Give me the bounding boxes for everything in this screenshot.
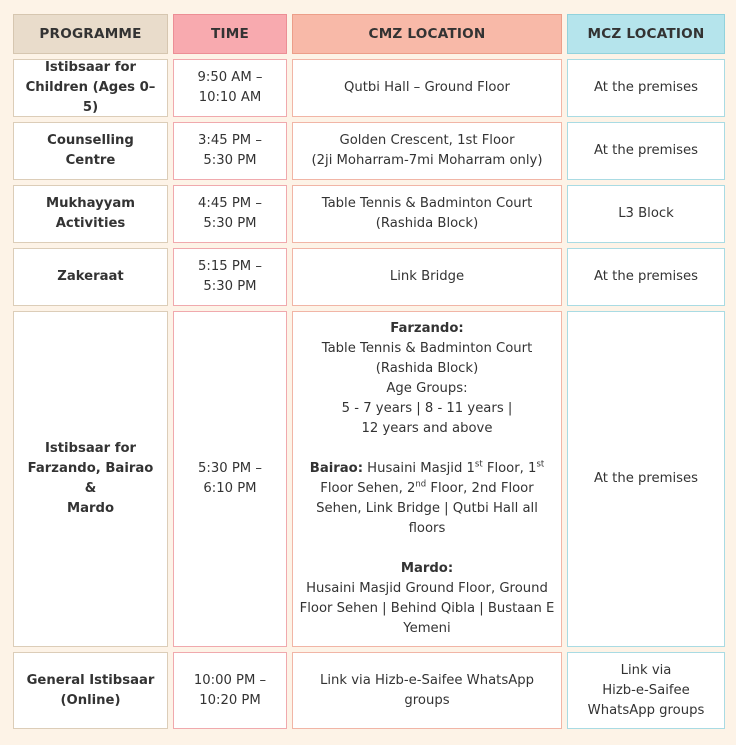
mcz-location-cell: L3 Block <box>567 185 725 243</box>
header-mcz-location: MCZ LOCATION <box>567 14 725 54</box>
programme-cell: Istibsaar for Children (Ages 0–5) <box>13 59 168 117</box>
mcz-location-cell: At the premises <box>567 311 725 647</box>
programme-cell: Istibsaar for Farzando, Bairao & Mardo <box>13 311 168 647</box>
cmz-location-cell: Farzando: Table Tennis & Badminton Court (Rashida Block) Age Groups: 5 - 7 years | 8 - 11 years | 12 years and above Bairao: Husaini Masjid 1st Floor, 1st Floor Sehen, 2nd Floor, 2nd Floor Sehen, Link Bridge | Qutbi Hall all floors Mardo: Husaini Masjid Ground Floor, Ground Floor Sehen | Behind Qibla | Bustaan E Yemeni <box>292 311 562 647</box>
cmz-location-cell: Table Tennis & Badminton Court (Rashida Block) <box>292 185 562 243</box>
cmz-location-cell: Golden Crescent, 1st Floor (2ji Moharram-7mi Moharram only) <box>292 122 562 180</box>
programme-cell: Counselling Centre <box>13 122 168 180</box>
mcz-location-cell: At the premises <box>567 59 725 117</box>
time-cell: 5:30 PM – 6:10 PM <box>173 311 287 647</box>
mcz-location-cell: At the premises <box>567 248 725 306</box>
time-cell: 9:50 AM – 10:10 AM <box>173 59 287 117</box>
schedule-table <box>13 14 725 729</box>
mcz-location-cell: Link via Hizb-e-Saifee WhatsApp groups <box>567 652 725 729</box>
programme-cell: General Istibsaar (Online) <box>13 652 168 729</box>
header-cmz-location: CMZ LOCATION <box>292 14 562 54</box>
header-programme: PROGRAMME <box>13 14 168 54</box>
header-time: TIME <box>173 14 287 54</box>
cmz-location-cell: Link Bridge <box>292 248 562 306</box>
time-cell: 10:00 PM – 10:20 PM <box>173 652 287 729</box>
time-cell: 4:45 PM – 5:30 PM <box>173 185 287 243</box>
farzando-heading: Farzando: <box>390 321 464 336</box>
programme-cell: Zakeraat <box>13 248 168 306</box>
mardo-heading: Mardo: <box>400 561 454 576</box>
cmz-location-cell: Qutbi Hall – Ground Floor <box>292 59 562 117</box>
programme-cell: Mukhayyam Activities <box>13 185 168 243</box>
bairao-heading: Bairao: <box>309 461 363 476</box>
mcz-location-cell: At the premises <box>567 122 725 180</box>
time-cell: 5:15 PM – 5:30 PM <box>173 248 287 306</box>
time-cell: 3:45 PM – 5:30 PM <box>173 122 287 180</box>
cmz-location-cell: Link via Hizb-e-Saifee WhatsApp groups <box>292 652 562 729</box>
